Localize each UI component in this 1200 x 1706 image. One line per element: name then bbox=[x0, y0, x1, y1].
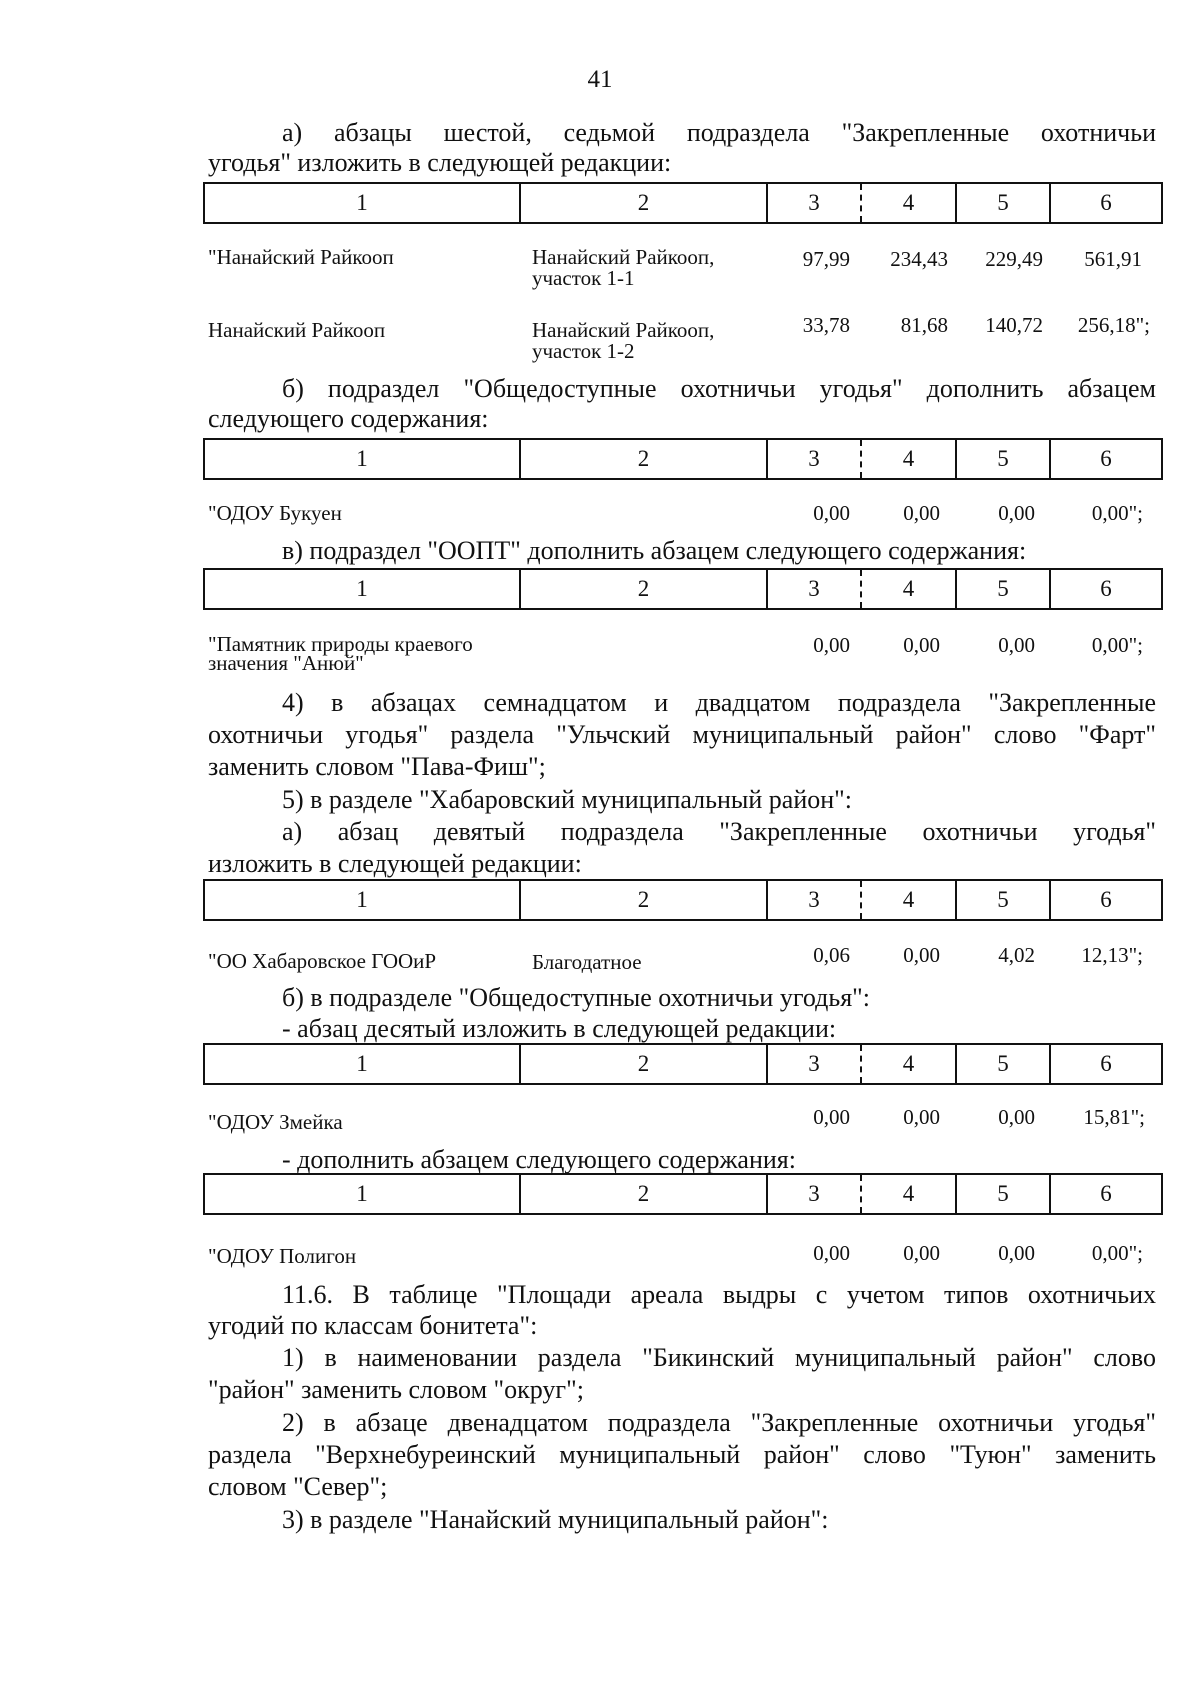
col-5-header: 5 bbox=[957, 881, 1051, 919]
col-4-header: 4 bbox=[862, 881, 957, 919]
t1-row1-v4: 234,43 bbox=[890, 247, 948, 271]
t5-row-name: "ОДОУ Змейка bbox=[208, 1110, 343, 1134]
t3-row-v3: 0,00 bbox=[813, 633, 850, 657]
paragraph-11-6-line1: 11.6. В таблице "Площади ареала выдры с учетом типов охотничьих bbox=[282, 1280, 1156, 1309]
table-header-5 bbox=[203, 1043, 1163, 1085]
paragraph-4-line2: охотничьи угодья" раздела "Ульчский муниципальный район" слово "Фарт" bbox=[208, 720, 1156, 749]
col-1-header: 1 bbox=[205, 570, 521, 608]
col-3-header: 3 bbox=[768, 570, 862, 608]
col-3-header: 3 bbox=[768, 1045, 862, 1083]
col-4-header: 4 bbox=[862, 1175, 957, 1213]
t5-row-v3: 0,00 bbox=[813, 1105, 850, 1129]
t1-row1-v3: 97,99 bbox=[802, 247, 850, 271]
col-5-header: 5 bbox=[957, 184, 1051, 222]
t2-row-v5: 0,00 bbox=[998, 501, 1035, 525]
col-6-header: 6 bbox=[1100, 1181, 1112, 1206]
t4-row-v5: 4,02 bbox=[998, 943, 1035, 967]
t5-row-v4: 0,00 bbox=[903, 1105, 940, 1129]
paragraph-4-line3: заменить словом "Пава-Фиш"; bbox=[208, 752, 546, 781]
col-5-header: 5 bbox=[957, 440, 1051, 478]
table-header-3 bbox=[203, 568, 1163, 610]
col-1-header: 1 bbox=[205, 1045, 521, 1083]
paragraph-5a-line1: а) абзац девятый подраздела "Закрепленные охотничьи угодья" bbox=[282, 817, 1156, 846]
t4-row-v3: 0,06 bbox=[813, 943, 850, 967]
paragraph-5a-line2: изложить в следующей редакции: bbox=[208, 849, 582, 878]
col-1-header: 1 bbox=[205, 440, 521, 478]
paragraph-11-6-line2: угодий по классам бонитета": bbox=[208, 1311, 538, 1340]
col-2-header: 2 bbox=[521, 570, 768, 608]
t1-row2-v5: 140,72 bbox=[985, 313, 1043, 337]
col-6-header: 6 bbox=[1100, 576, 1112, 601]
col-4-header: 4 bbox=[862, 570, 957, 608]
col-1-header: 1 bbox=[205, 881, 521, 919]
t2-row-v3: 0,00 bbox=[813, 501, 850, 525]
col-2-header: 2 bbox=[521, 881, 768, 919]
col-4-header: 4 bbox=[862, 184, 957, 222]
paragraph-5b-item1: - абзац десятый изложить в следующей редакции: bbox=[282, 1014, 837, 1043]
t1-row1-name: "Нанайский Райкооп bbox=[208, 245, 394, 269]
col-1-header: 1 bbox=[205, 1175, 521, 1213]
col-2-header: 2 bbox=[521, 1175, 768, 1213]
paragraph-5: 5) в разделе "Хабаровский муниципальный район": bbox=[282, 785, 853, 814]
t3-row-name-line2: значения "Анюй" bbox=[208, 651, 364, 675]
t1-row2-area-line1: Нанайский Райкооп, bbox=[532, 318, 715, 342]
t6-row-v3: 0,00 bbox=[813, 1241, 850, 1265]
t3-row-v5: 0,00 bbox=[998, 633, 1035, 657]
col-2-header: 2 bbox=[521, 184, 768, 222]
t1-row1-area-line1: Нанайский Райкооп, bbox=[532, 245, 715, 269]
t3-row-v6: 0,00"; bbox=[1091, 633, 1143, 657]
paragraph-5b-item2: - дополнить абзацем следующего содержания: bbox=[282, 1145, 796, 1174]
t1-row1-v5: 229,49 bbox=[985, 247, 1043, 271]
col-4-header: 4 bbox=[862, 1045, 957, 1083]
col-3-header: 3 bbox=[768, 1175, 862, 1213]
t1-row1-v6: 561,91 bbox=[1084, 247, 1142, 271]
paragraph-3: 3) в разделе "Нанайский муниципальный район": bbox=[282, 1505, 829, 1534]
col-3-header: 3 bbox=[768, 184, 862, 222]
col-5-header: 5 bbox=[957, 570, 1051, 608]
paragraph-b-line1: б) подраздел "Общедоступные охотничьи угодья" дополнить абзацем bbox=[282, 374, 1156, 403]
paragraph-2-line2: раздела "Верхнебуреинский муниципальный район" слово "Туюн" заменить bbox=[208, 1440, 1156, 1469]
col-5-header: 5 bbox=[957, 1175, 1051, 1213]
t6-row-v6: 0,00"; bbox=[1091, 1241, 1143, 1265]
table-header-1 bbox=[203, 182, 1163, 224]
col-2-header: 2 bbox=[521, 1045, 768, 1083]
paragraph-2-line1: 2) в абзаце двенадцатом подраздела "Закрепленные охотничьи угодья" bbox=[282, 1408, 1156, 1437]
paragraph-5b: б) в подразделе "Общедоступные охотничьи угодья": bbox=[282, 983, 870, 1012]
paragraph-c: в) подраздел "ООПТ" дополнить абзацем следующего содержания: bbox=[282, 536, 1027, 565]
t5-row-v6: 15,81"; bbox=[1083, 1105, 1145, 1129]
col-3-header: 3 bbox=[768, 881, 862, 919]
col-1-header: 1 bbox=[205, 184, 521, 222]
t1-row2-name: Нанайский Райкооп bbox=[208, 318, 386, 342]
paragraph-b-line2: следующего содержания: bbox=[208, 404, 489, 433]
table-header-6 bbox=[203, 1173, 1163, 1215]
t5-row-v5: 0,00 bbox=[998, 1105, 1035, 1129]
t4-row-v6: 12,13"; bbox=[1081, 943, 1143, 967]
t2-row-name: "ОДОУ Букуен bbox=[208, 501, 342, 525]
col-6-header: 6 bbox=[1100, 1051, 1112, 1076]
t1-row2-v4: 81,68 bbox=[900, 313, 948, 337]
table-header-2 bbox=[203, 438, 1163, 480]
col-6-header: 6 bbox=[1100, 887, 1112, 912]
t4-row-v4: 0,00 bbox=[903, 943, 940, 967]
table-header-4 bbox=[203, 879, 1163, 921]
col-2-header: 2 bbox=[521, 440, 768, 478]
page-number: 41 bbox=[587, 66, 613, 93]
t6-row-v5: 0,00 bbox=[998, 1241, 1035, 1265]
t3-row-v4: 0,00 bbox=[903, 633, 940, 657]
paragraph-1-line1: 1) в наименовании раздела "Бикинский муниципальный район" слово bbox=[282, 1343, 1156, 1372]
col-4-header: 4 bbox=[862, 440, 957, 478]
paragraph-a-line2: угодья" изложить в следующей редакции: bbox=[208, 148, 672, 177]
t1-row2-v6: 256,18"; bbox=[1077, 313, 1150, 337]
t4-row-name: "ОО Хабаровское ГООиР bbox=[208, 949, 437, 973]
col-5-header: 5 bbox=[957, 1045, 1051, 1083]
t1-row2-v3: 33,78 bbox=[802, 313, 850, 337]
t2-row-v6: 0,00"; bbox=[1091, 501, 1143, 525]
paragraph-1-line2: "район" заменить словом "округ"; bbox=[208, 1375, 584, 1404]
t6-row-name: "ОДОУ Полигон bbox=[208, 1244, 357, 1268]
col-3-header: 3 bbox=[768, 440, 862, 478]
paragraph-2-line3: словом "Север"; bbox=[208, 1472, 388, 1501]
paragraph-4-line1: 4) в абзацах семнадцатом и двадцатом подраздела "Закрепленные bbox=[282, 688, 1156, 717]
t1-row2-area-line2: участок 1-2 bbox=[532, 339, 635, 363]
t4-row-area: Благодатное bbox=[532, 950, 642, 974]
t3-row-name-line1: "Памятник природы краевого bbox=[208, 632, 473, 656]
t6-row-v4: 0,00 bbox=[903, 1241, 940, 1265]
t1-row1-area-line2: участок 1-1 bbox=[532, 266, 635, 290]
paragraph-a-line1: а) абзацы шестой, седьмой подраздела "Закрепленные охотничьи bbox=[282, 118, 1156, 147]
col-6-header: 6 bbox=[1100, 190, 1112, 215]
col-6-header: 6 bbox=[1100, 446, 1112, 471]
t2-row-v4: 0,00 bbox=[903, 501, 940, 525]
